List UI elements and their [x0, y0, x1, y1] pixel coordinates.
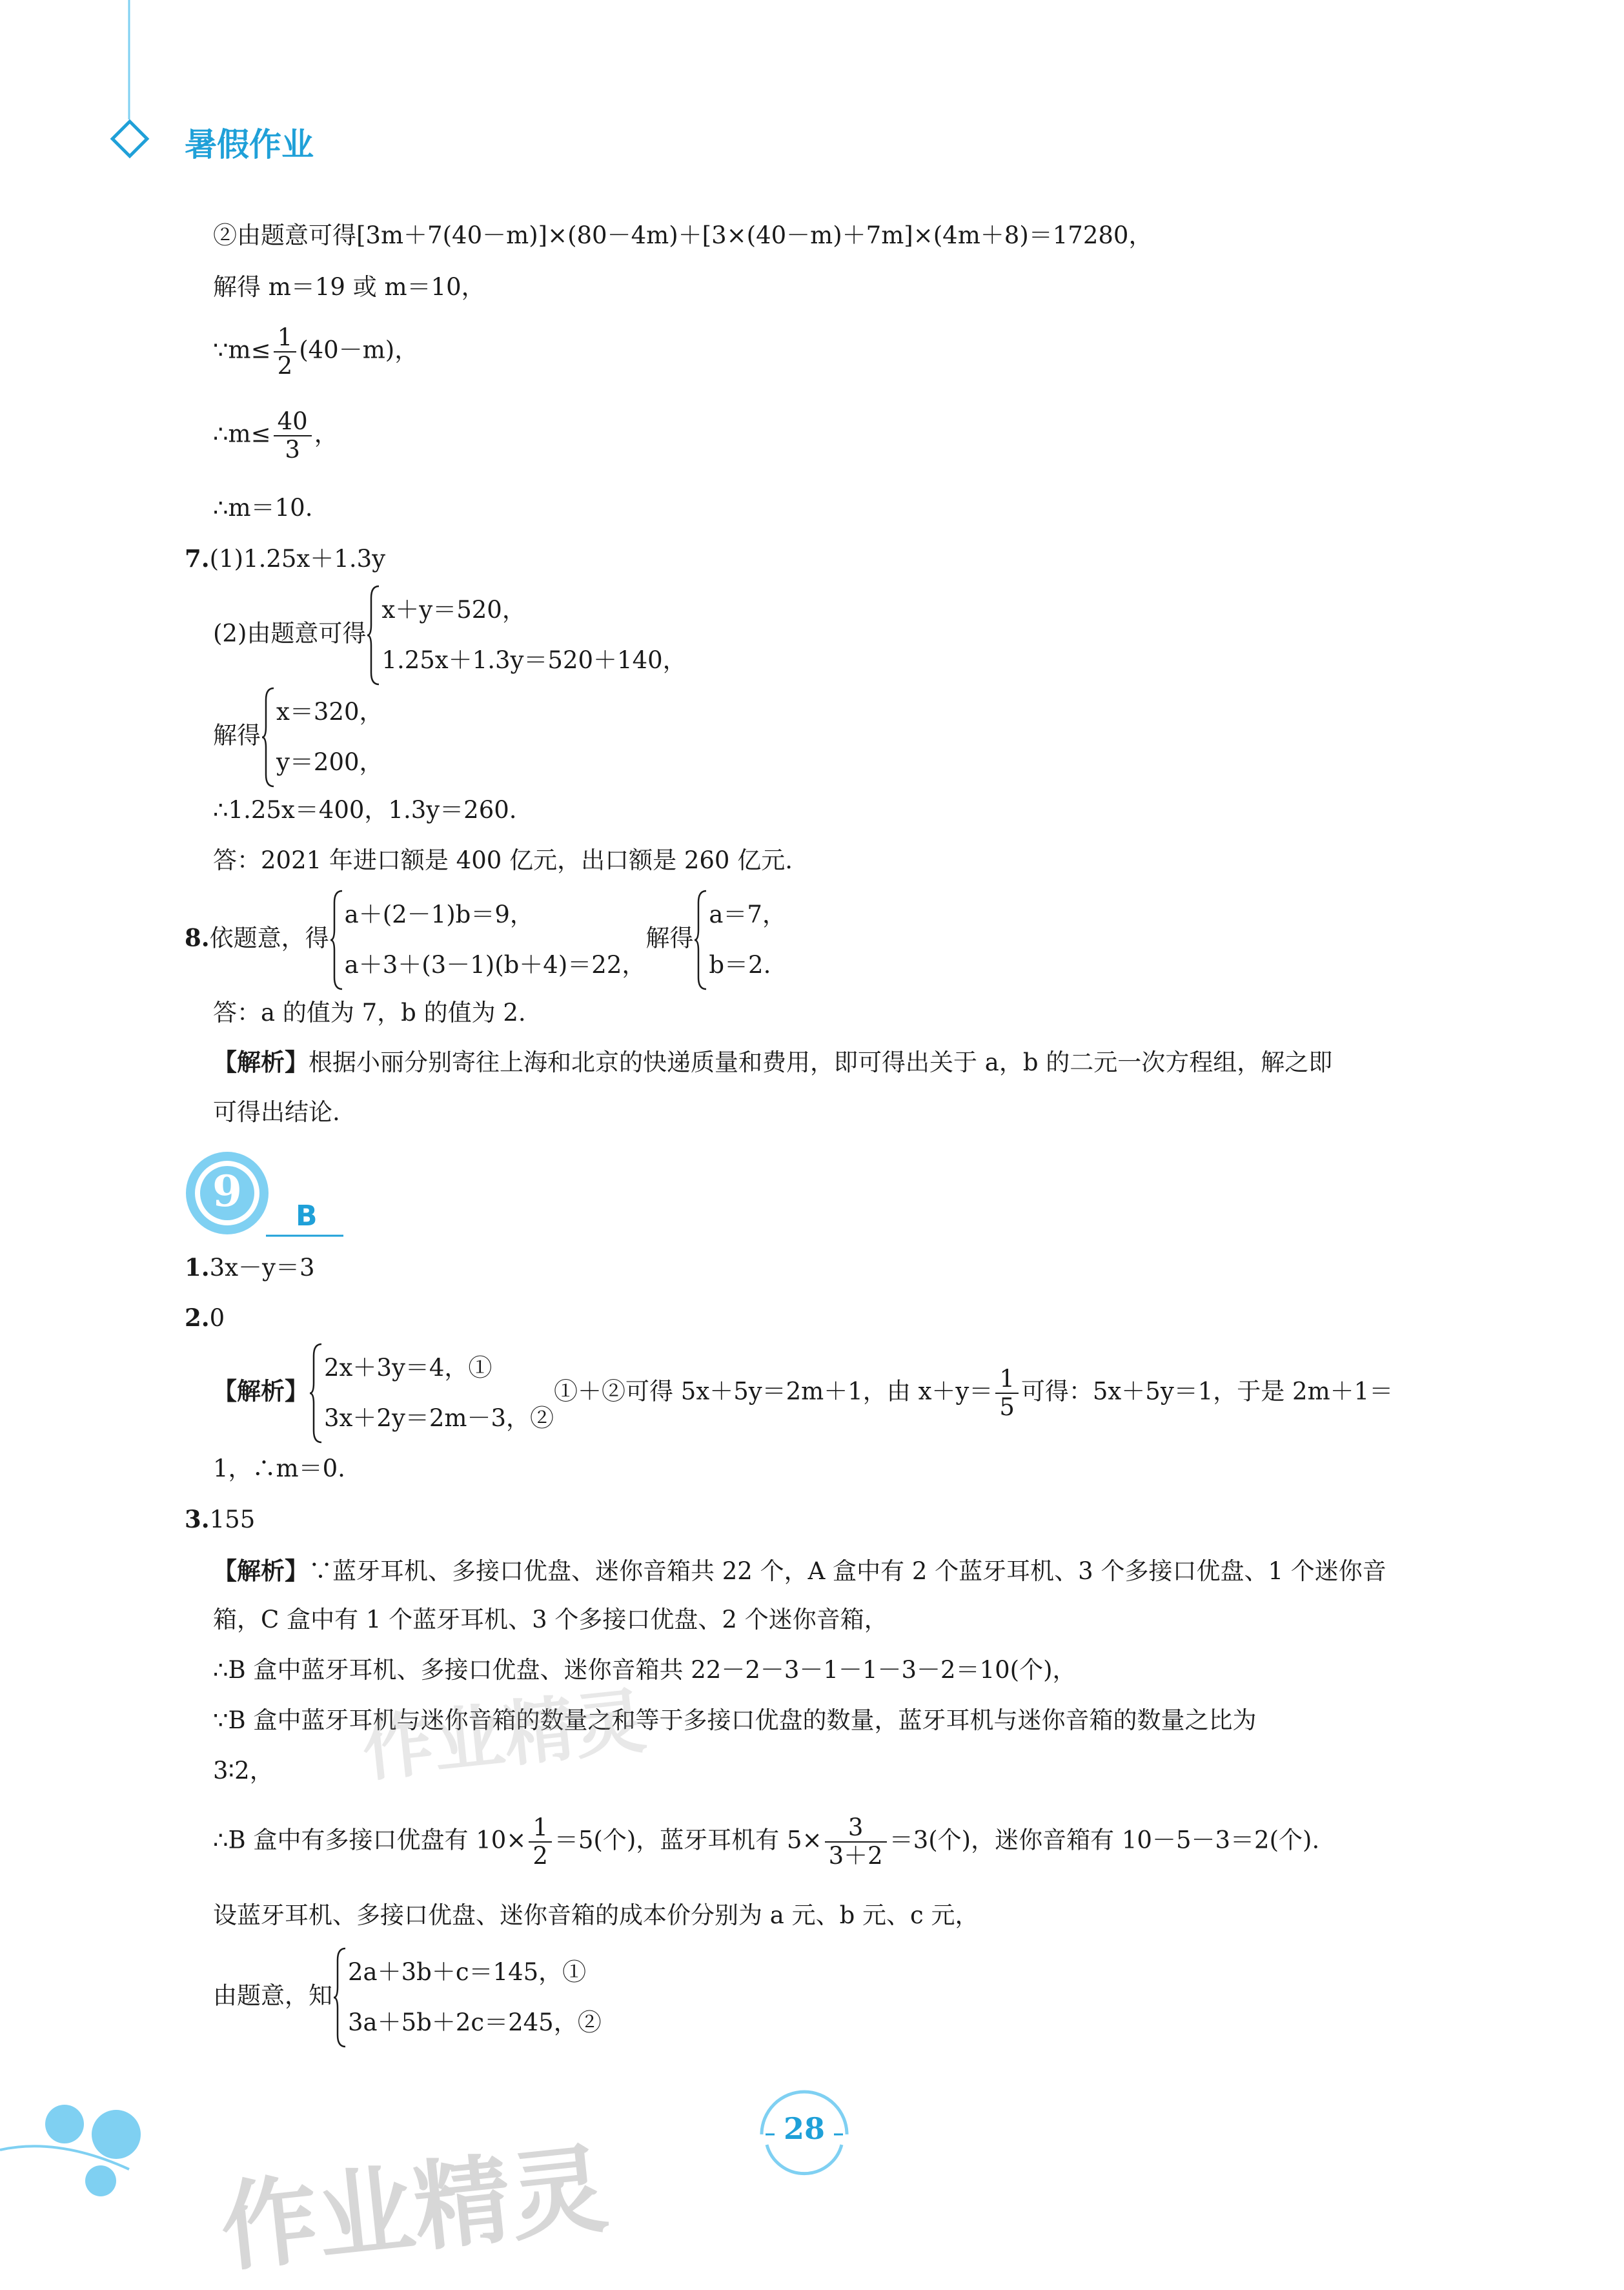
question-number: 8.	[185, 923, 210, 952]
s9q3-line7: 设蓝牙耳机、多接口优盘、迷你音箱的成本价分别为 a 元、b 元、c 元，	[213, 1901, 979, 1929]
s9q3-analysis-line1	[213, 1555, 1386, 1588]
q6-line1: ②由题意可得[3m＋7(40－m)]×(80－4m)＋[3×(40－m)＋7m]×(4m＋8)＝17280，	[213, 221, 1153, 249]
s9q1-line	[185, 1251, 315, 1284]
equation-row: a＋(2－1)b＝9，	[344, 901, 534, 928]
equation-row: b＝2.	[709, 951, 771, 979]
s9q3-line2: 箱，C 盒中有 1 个蓝牙耳机、3 个多接口优盘、2 个迷你音箱，	[213, 1606, 888, 1633]
text-run: 根据小丽分别寄往上海和北京的快递质量和费用，即可得出关于 a，b 的二元一次方程组，解之即	[309, 1048, 1333, 1076]
s9q3-line6	[213, 1814, 1319, 1870]
fraction	[825, 1814, 887, 1870]
text-run: ∵蓝牙耳机、多接口优盘、迷你音箱共 22 个，A 盒中有 2 个蓝牙耳机、3 个多接口优盘、1 个迷你音	[309, 1557, 1386, 1585]
text-run: ∵m≤	[213, 336, 271, 364]
fraction-numerator: 1	[529, 1814, 552, 1843]
equation-row: 2a＋3b＋c＝145，①	[348, 1958, 587, 1986]
q7-solution	[213, 687, 383, 788]
q6-line5: ∴m＝10.	[213, 494, 313, 522]
fraction-denominator: 3＋2	[828, 1842, 883, 1870]
equation-system	[309, 1343, 554, 1444]
text-run: 依题意，得	[209, 924, 329, 952]
question-number: 3.	[185, 1505, 210, 1533]
equation-row: x＝320，	[276, 698, 383, 726]
footer-bubbles-decoration	[0, 2085, 168, 2227]
s9q3-system	[213, 1947, 602, 2048]
text-run: 3x－y＝3	[209, 1254, 315, 1282]
brace-icon	[329, 890, 343, 990]
q8-analysis-line1	[213, 1046, 1332, 1079]
fraction-denominator: 2	[277, 352, 293, 380]
text-run: (2)由题意可得	[213, 619, 367, 648]
equation-row: a＋3＋(3－1)(b＋4)＝22，	[344, 951, 646, 979]
equation-system	[261, 687, 383, 788]
fraction	[274, 324, 297, 380]
text-run: 解得	[645, 924, 694, 952]
section-number: 9	[212, 1166, 242, 1216]
q6-line4	[213, 408, 338, 464]
q6-line3	[213, 324, 418, 380]
text-run: ＝5(个)，蓝牙耳机有 5×	[554, 1826, 822, 1854]
text-run: (40－m)，	[299, 336, 419, 364]
fraction-numerator: 40	[274, 408, 312, 436]
equation-system	[329, 890, 646, 990]
fraction-numerator: 1	[274, 324, 297, 353]
question-number: 1.	[185, 1253, 210, 1282]
fraction-denominator: 5	[999, 1393, 1015, 1421]
brace-icon	[309, 1343, 323, 1444]
text-run: ①＋②可得 5x＋5y＝2m＋1，由 x＋y＝	[554, 1377, 993, 1406]
text-run: ，	[314, 420, 338, 448]
text-run: 由题意，知	[213, 1981, 332, 2010]
s9q3-line3: ∴B 盒中蓝牙耳机、多接口优盘、迷你音箱共 22－2－3－1－1－3－2＝10(个)，	[213, 1656, 1077, 1684]
text-run: (1)1.25x＋1.3y	[209, 545, 386, 573]
q8-system	[185, 890, 786, 990]
header-title: 暑假作业	[185, 126, 314, 163]
q6-line2: 解得 m＝19 或 m＝10，	[213, 273, 485, 301]
s9q3-line4: ∵B 盒中蓝牙耳机与迷你音箱的数量之和等于多接口优盘的数量，蓝牙耳机与迷你音箱的数量之比为	[213, 1706, 1257, 1734]
fraction-numerator: 1	[995, 1365, 1019, 1394]
text-run: 0	[209, 1304, 225, 1332]
text-run: ∴B 盒中有多接口优盘有 10×	[213, 1826, 527, 1854]
question-number: 7.	[185, 544, 210, 573]
q7-answer: 答：2021 年进口额是 400 亿元，出口额是 260 亿元.	[213, 846, 793, 874]
q7-result: ∴1.25x＝400，1.3y＝260.	[213, 796, 517, 824]
equation-row: 1.25x＋1.3y＝520＋140，	[381, 646, 687, 674]
text-run: 155	[209, 1506, 256, 1533]
equation-system	[366, 585, 686, 686]
q8-answer: 答：a 的值为 7，b 的值为 2.	[213, 999, 526, 1027]
text-run: 解得	[213, 721, 261, 750]
section-level: B	[296, 1200, 318, 1232]
equation-system	[332, 1947, 602, 2048]
s9q2-line2: 1，∴m＝0.	[213, 1455, 345, 1482]
brace-icon	[366, 585, 380, 686]
watermark-middle: 作业精灵	[358, 1679, 650, 1792]
text-run: 可得：5x＋5y＝1，于是 2m＋1＝	[1020, 1377, 1394, 1406]
equation-row: a＝7，	[709, 901, 786, 928]
equation-row: x＋y＝520，	[381, 596, 526, 624]
s9q2-line	[185, 1302, 225, 1334]
equation-row: 2x＋3y＝4，①	[324, 1354, 492, 1382]
brace-icon	[693, 890, 707, 990]
analysis-tag: 【解析】	[213, 1048, 309, 1076]
text-run: ＝3(个)，迷你音箱有 10－5－3＝2(个).	[889, 1826, 1320, 1854]
header-decoration	[0, 0, 207, 168]
page-number: 28	[783, 2111, 825, 2146]
s9q2-analysis	[213, 1343, 1393, 1444]
equation-row: y＝200，	[276, 748, 383, 776]
equation-row: 3x＋2y＝2m－3，②	[324, 1404, 554, 1432]
fraction-denominator: 3	[285, 436, 300, 464]
fraction	[995, 1365, 1019, 1421]
fraction	[274, 408, 312, 464]
brace-icon	[332, 1947, 347, 2048]
watermark-bottom: 作业精灵	[216, 2133, 613, 2285]
q8-analysis-line2: 可得出结论.	[213, 1098, 340, 1126]
fraction-denominator: 2	[533, 1842, 548, 1870]
q7-part2	[213, 585, 687, 686]
equation-row: 3a＋5b＋2c＝245，②	[348, 2009, 602, 2036]
q7-part1	[185, 542, 385, 575]
equation-system	[693, 890, 786, 990]
question-number: 2.	[185, 1303, 210, 1332]
brace-icon	[261, 687, 275, 788]
analysis-tag: 【解析】	[213, 1557, 309, 1585]
text-run: ∴m≤	[213, 420, 271, 448]
s9q3-line	[185, 1503, 255, 1536]
s9q3-line5: 3∶2，	[213, 1757, 274, 1784]
fraction	[529, 1814, 552, 1870]
analysis-tag: 【解析】	[213, 1376, 309, 1406]
fraction-numerator: 3	[825, 1814, 887, 1843]
